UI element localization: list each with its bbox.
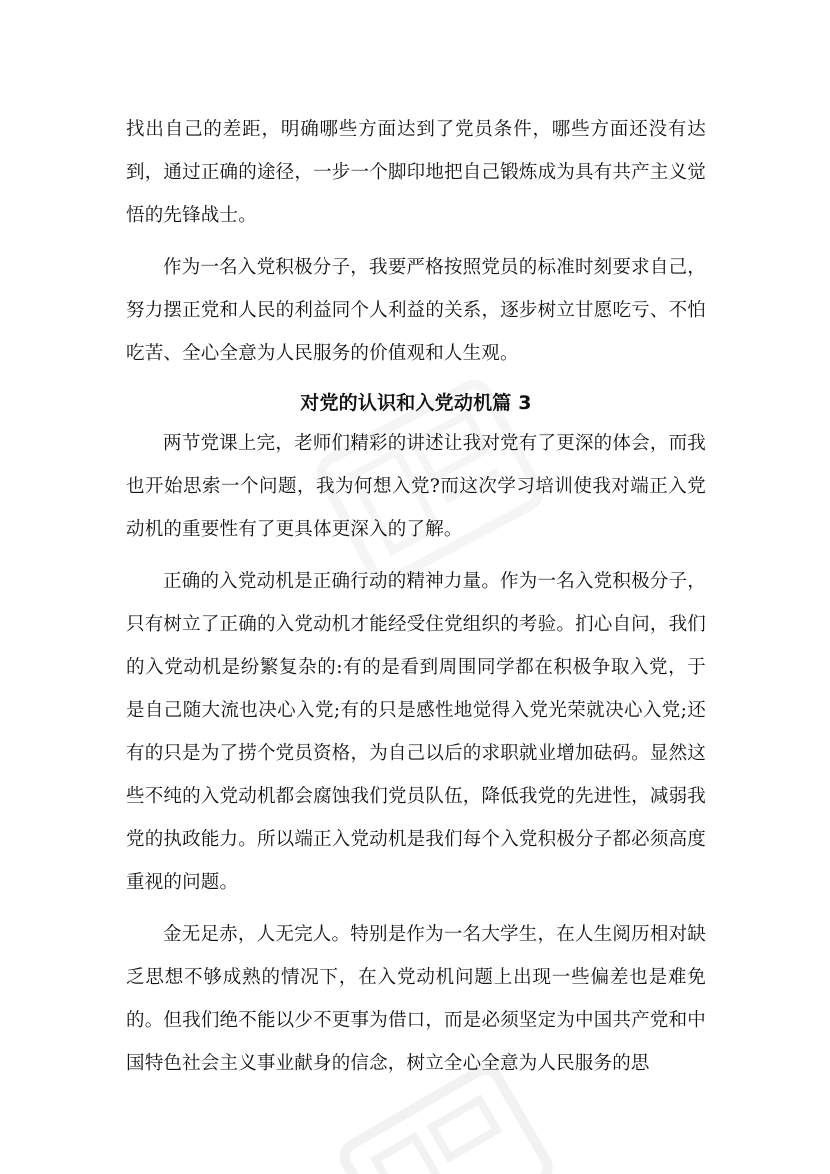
paragraph: 金无足赤，人无完人。特别是作为一名大学生，在人生阅历相对缺乏思想不够成熟的情况下，在入党动机问题上出现一些偏差也是难免的。但我们绝不能以少不更事为借口，而是必须坚定为中国共产党和中国特色社会主义事业献身的信念，树立全心全意为人民服务的思 (126, 924, 706, 1074)
section-heading: 对党的认识和入党动机篇 3 (300, 392, 532, 414)
paragraph-continued: 找出自己的差距，明确哪些方面达到了党员条件，哪些方面还没有达到，通过正确的途径，一步一个脚印地把自己锻炼成为具有共产主义觉悟的先锋战士。 (126, 119, 706, 226)
paragraph: 正确的入党动机是正确行动的精神力量。作为一名入党积极分子，只有树立了正确的入党动机才能经受住党组织的考验。扪心自问，我们的入党动机是纷繁复杂的:有的是看到周围同学都在积极争取入党，于是自己随大流也决心入党;有的只是感性地觉得入党光荣就决心入党;还有的只是为了捞个党员资格，为自己以后的求职就业增加砝码。显然这些不纯的入党动机都会腐蚀我们党员队伍，降低我党的先进性，减弱我党的执政能力。所以端正入党动机是我们每个入党积极分子都必须高度重视的问题。 (126, 571, 706, 893)
paragraph: 作为一名入党积极分子，我要严格按照党员的标准时刻要求自己，努力摆正党和人民的利益同个人利益的关系，逐步树立甘愿吃亏、不怕吃苦、全心全意为人民服务的价值观和人生观。 (126, 257, 706, 364)
paragraph: 两节党课上完，老师们精彩的讲述让我对党有了更深的体会，而我也开始思索一个问题，我为何想入党?而这次学习培训使我对端正入党动机的重要性有了更具体更深入的了解。 (126, 433, 706, 540)
document-body (126, 108, 706, 1094)
